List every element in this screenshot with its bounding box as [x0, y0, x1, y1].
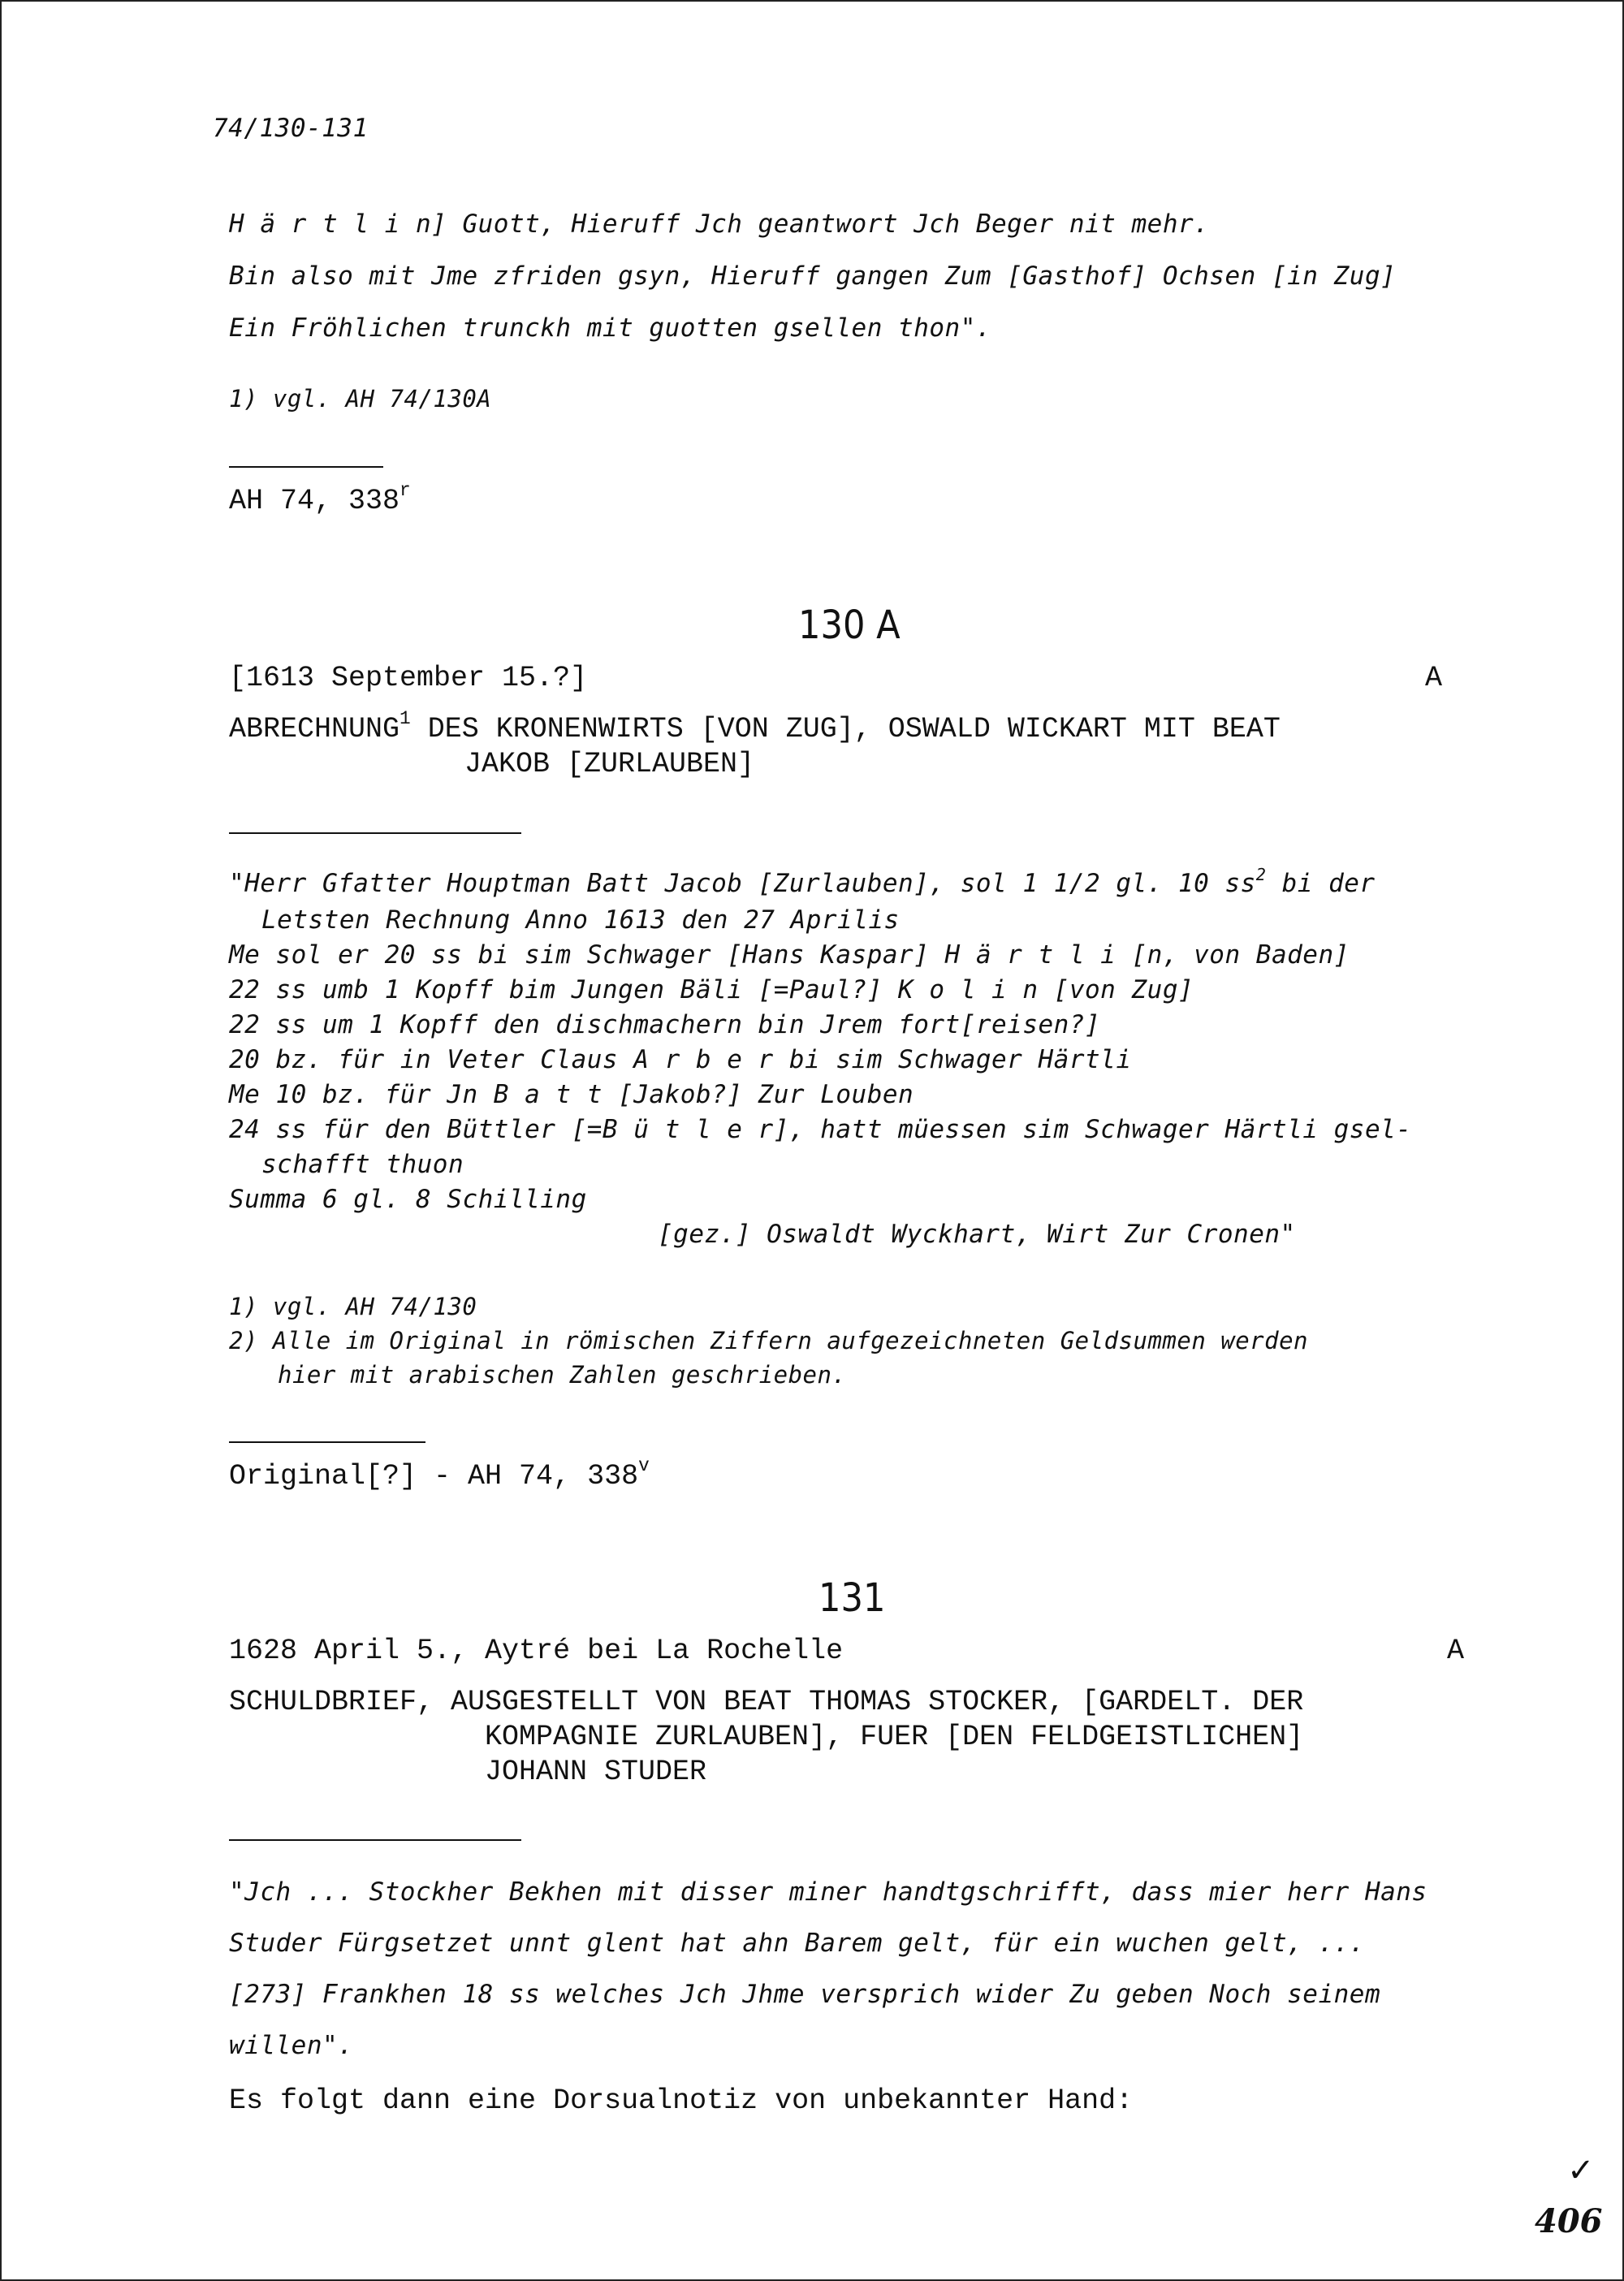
source-reference: Original[?] - AH 74, 338$^v$: [229, 1455, 650, 1493]
document-number: 131: [818, 1575, 886, 1621]
quote-line: 22 ss um 1 Kopff den dischmachern bin Jrem fort[reisen?]: [229, 1010, 1101, 1039]
quote-line: willen".: [229, 2031, 354, 2060]
document-date: [1613 September 15.?]: [229, 662, 588, 694]
source-reference: AH 74, 338$^r$: [229, 480, 411, 517]
divider: [229, 832, 521, 834]
divider: [229, 1839, 521, 1841]
document-date: 1628 April 5., Aytré bei La Rochelle: [229, 1635, 844, 1667]
quote-line: 22 ss umb 1 Kopff bim Jungen Bäli [=Paul?] K o l i n [von Zug]: [229, 975, 1194, 1004]
document-title-continued: KOMPAGNIE ZURLAUBEN], FUER [DEN FELDGEISTLICHEN]: [485, 1721, 1304, 1753]
checkmark-icon: ✓: [1567, 2152, 1595, 2189]
divider: [229, 1441, 425, 1443]
page-mark: 406: [1535, 2202, 1603, 2240]
closing-text: Es folgt dann eine Dorsualnotiz von unbekannter Hand:: [229, 2084, 1134, 2117]
quote-line: Bin also mit Jme zfriden gsyn, Hieruff gangen Zum [Gasthof] Ochsen [in Zug]: [229, 261, 1397, 291]
quote-line: "Herr Gfatter Houptman Batt Jacob [Zurlauben], sol 1 1/2 gl. 10 $ss^2$ bi der: [229, 864, 1376, 898]
footnote: 2) Alle im Original in römischen Ziffern aufgezeichneten Geldsummen werden: [229, 1327, 1309, 1354]
quote-line: Summa 6 gl. 8 Schilling: [229, 1185, 587, 1214]
document-title: SCHULDBRIEF, AUSGESTELLT VON BEAT THOMAS STOCKER, [GARDELT. DER: [229, 1686, 1304, 1718]
quote-line: schafft thuon: [261, 1150, 464, 1179]
quote-line: Me 10 bz. für Jn B a t t [Jakob?] Zur Louben: [229, 1080, 914, 1109]
archive-reference: 74/130-131: [213, 114, 369, 143]
quote-line: [273] Frankhen 18 ss welches Jch Jhme versprich wider Zu geben Noch seinem: [229, 1980, 1381, 2009]
footnote: 1) vgl. AH 74/130: [229, 1293, 477, 1320]
footnote: hier mit arabischen Zahlen geschrieben.: [278, 1361, 847, 1389]
quote-line: 20 bz. für in Veter Claus A r b e r bi sim Schwager Härtli: [229, 1045, 1132, 1074]
document-title-continued: JOHANN STUDER: [485, 1756, 707, 1788]
document-type: A: [1425, 662, 1443, 694]
quote-line: Studer Fürgsetzet unnt glent hat ahn Barem gelt, für ein wuchen gelt, ...: [229, 1929, 1365, 1958]
quote-line: Me sol er 20 ss bi sim Schwager [Hans Kaspar] H ä r t l i [n, von Baden]: [229, 940, 1350, 970]
quote-line: Letsten Rechnung Anno 1613 den 27 Aprilis: [261, 905, 900, 935]
quote-line: 24 ss für den Büttler [=B ü t l e r], hatt müessen sim Schwager Härtli gsel-: [229, 1115, 1412, 1144]
quote-line: Ein Fröhlichen trunckh mit guotten gsellen thon".: [229, 313, 992, 343]
document-title-continued: JAKOB [ZURLAUBEN]: [464, 748, 755, 780]
quote-line: "Jch ... Stockher Bekhen mit disser miner handtgschrifft, dass mier herr Hans: [229, 1877, 1427, 1907]
document-number: 130 A: [798, 603, 901, 648]
document-title: ABRECHNUNG$^1$ DES KRONENWIRTS [VON ZUG], OSWALD WICKART MIT BEAT: [229, 708, 1281, 745]
signature-line: [gez.] Oswaldt Wyckhart, Wirt Zur Cronen": [658, 1220, 1296, 1249]
quote-line: H ä r t l i n] Guott, Hieruff Jch geantwort Jch Beger nit mehr.: [229, 210, 1210, 239]
footnote: 1) vgl. AH 74/130A: [229, 385, 492, 413]
document-type: A: [1447, 1635, 1465, 1667]
divider: [229, 466, 383, 468]
